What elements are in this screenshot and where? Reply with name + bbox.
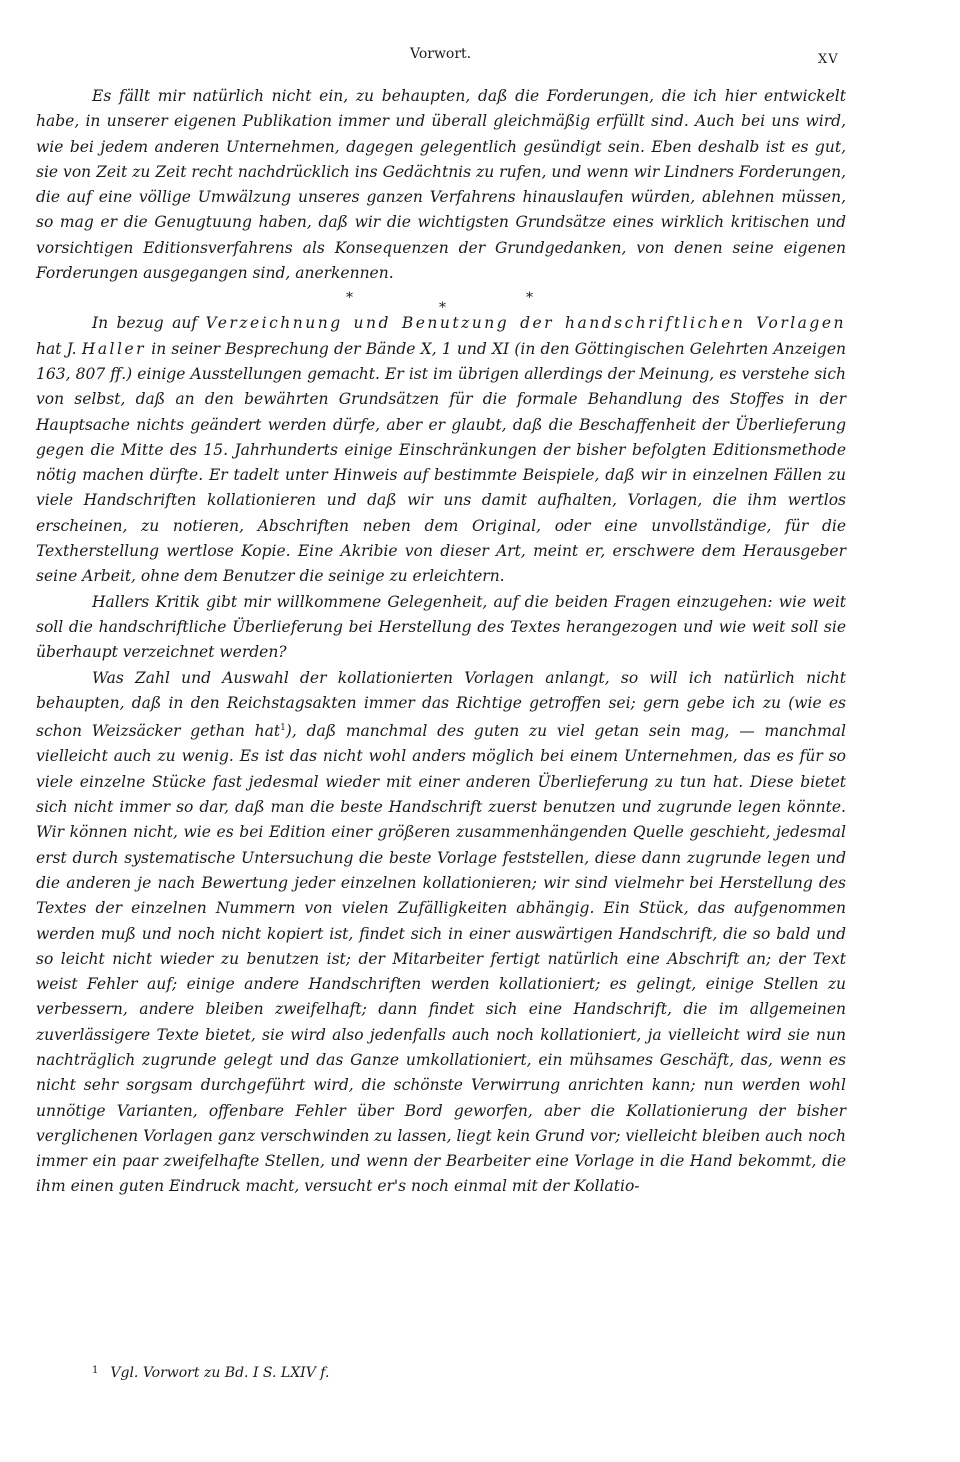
paragraph-3: Hallers Kritik gibt mir willkommene Gelegenheit, auf die beiden Fragen einzugehen: wie weit soll die handschriftliche Überlieferung bei Herstellung des Textes herangezogen und wie weit soll sie überhaupt verzeichnet werden? — [36, 592, 846, 662]
paragraph-4-text: Was Zahl und Auswahl der kollationierten Vorlagen anlangt, so will ich natürlich nicht behaupten, daß in den Reichstagsakten immer das Richtige getroffen sei; gern gebe ich zu (wie es schon Weizsäcker gethan hat — [36, 668, 846, 741]
footnote — [92, 1365, 329, 1381]
separator-star: * — [526, 290, 533, 307]
spaced-emphasis: Verzeichnung und Benutzung der handschriftlichen Vorlagen — [205, 314, 847, 333]
paragraph-4 — [36, 666, 846, 1200]
footnote-text: Vgl. Vorwort zu Bd. I S. LXIV f. — [110, 1365, 330, 1381]
paragraph-2 — [36, 311, 846, 589]
section-separator — [36, 286, 846, 317]
paragraph-2-text: In bezug auf — [92, 314, 206, 333]
footnote-reference: 1 — [280, 723, 286, 734]
paragraph-2-text: hat J. — [36, 339, 82, 358]
page-title: Vorwort. — [410, 46, 472, 62]
separator-star: * — [439, 300, 446, 317]
spaced-emphasis-author: Haller — [81, 339, 147, 358]
paragraph-1: Es fällt mir natürlich nicht ein, zu behaupten, daß die Forderungen, die ich hier entwickelt habe, in unserer eigenen Publikation immer und überall gleichmäßig erfüllt sind. Auch bei uns wird, wie bei jedem anderen Unternehmen, dagegen gelegentlich gesündigt sein. Eben deshalb ist es gut, sie von Zeit zu Zeit recht nachdrücklich ins Gedächtnis zu rufen, und wenn wir Lindners Forderungen, die auf eine völlige Umwälzung unseres ganzen Verfahrens hinauslaufen würden, ablehnen müssen, so mag er die Genugtuung haben, daß wir die wichtigsten Grundsätze eines wirklich kritischen und vorsichtigen Editionsverfahrens als Konsequenzen der Grundgedanken, von denen seine eigenen Forderungen ausgegangen sind, anerkennen. — [36, 87, 846, 283]
separator-star: * — [346, 290, 353, 307]
page-number: XV — [818, 52, 839, 67]
body-text — [36, 84, 846, 1200]
paragraph-4-text: ), daß manchmal des guten zu viel getan sein mag, — manchmal vielleicht auch zu wenig. Es ist das nicht wohl anders möglich bei einem Unternehmen, das es für so viele einzelne Stücke fast jedesmal wieder mit einer anderen Überlieferung zu tun hat. Diese bietet sich nicht immer so dar, daß man die beste Handschrift zuerst benutzen und zugrunde legen könnte. Wir können nicht, wie es bei Edition einer größeren zusammenhängenden Quelle geschieht, jedesmal erst durch systematische Untersuchung die beste Vorlage feststellen, diese dann zugrunde legen und die anderen je nach Bewertung jeder einzelnen kollationieren; wir sind vielmehr bei Herstellung des Textes der einzelnen Nummern von vielen Zufälligkeiten abhängig. Ein Stück, das aufgenommen werden muß und noch nicht kopiert ist, findet sich in einer auswärtigen Handschrift, die so bald und so leicht nicht wieder zu benutzen ist; der Mitarbeiter fertigt natürlich eine Abschrift an; der Text weist Fehler auf; einige andere Handschriften werden kollationiert; es gelingt, einige Stellen zu verbessern, andere bleiben zweifelhaft; dann findet sich eine Handschrift, die im allgemeinen zuverlässigere Texte bietet, sie wird also jedenfalls auch noch kollationiert, ja vielleicht wird sie nun nachträglich zugrunde gelegt und das Ganze umkollationiert, ein mühsames Geschäft, das, wenn es nicht sehr sorgsam durchgeführt wird, die schönste Verwirrung anrichten kann; nun werden wohl unnötige Varianten, offenbare Fehler über Bord geworfen, aber die Kollationierung der bisher verglichenen Vorlagen ganz verschwinden zu lassen, liegt kein Grund vor; vielleicht bleiben auch noch immer ein paar zweifelhafte Stellen, und wenn der Bearbeiter eine Vorlage in die Hand bekommt, die ihm einen guten Eindruck macht, versucht er's noch einmal mit der Kollatio- — [36, 722, 846, 1196]
running-head — [0, 46, 960, 68]
footnote-mark: 1 — [92, 1365, 99, 1376]
paragraph-2-text: in seiner Besprechung der Bände X, 1 und XI (in den Göttingischen Gelehrten Anzeigen 163, 807 ff.) einige Ausstellungen gemacht. Er ist im übrigen allerdings der Meinung, es verstehe sich von selbst, daß an den bewährten Grundsätzen für die formale Behandlung des Stoffes in der Hauptsache nichts geändert werden dürfe, aber er glaubt, daß die Beschaffenheit der Überlieferung gegen die Mitte des 15. Jahrhunderts einige Einschränkungen der bisher befolgten Editionsmethode nötig machen dürfte. Er tadelt unter Hinweis auf bestimmte Beispiele, daß wir in einzelnen Fällen zu viele Handschriften kollationieren und daß wir uns damit aufhalten, Vorlagen, die ihm wertlos erscheinen, zu notieren, Abschriften neben dem Original, oder eine unvollständige, für die Textherstellung wertlose Kopie. Eine Akribie von dieser Art, meint er, erschwere dem Herausgeber seine Arbeit, ohne dem Benutzer die seinige zu erleichtern. — [36, 339, 846, 586]
